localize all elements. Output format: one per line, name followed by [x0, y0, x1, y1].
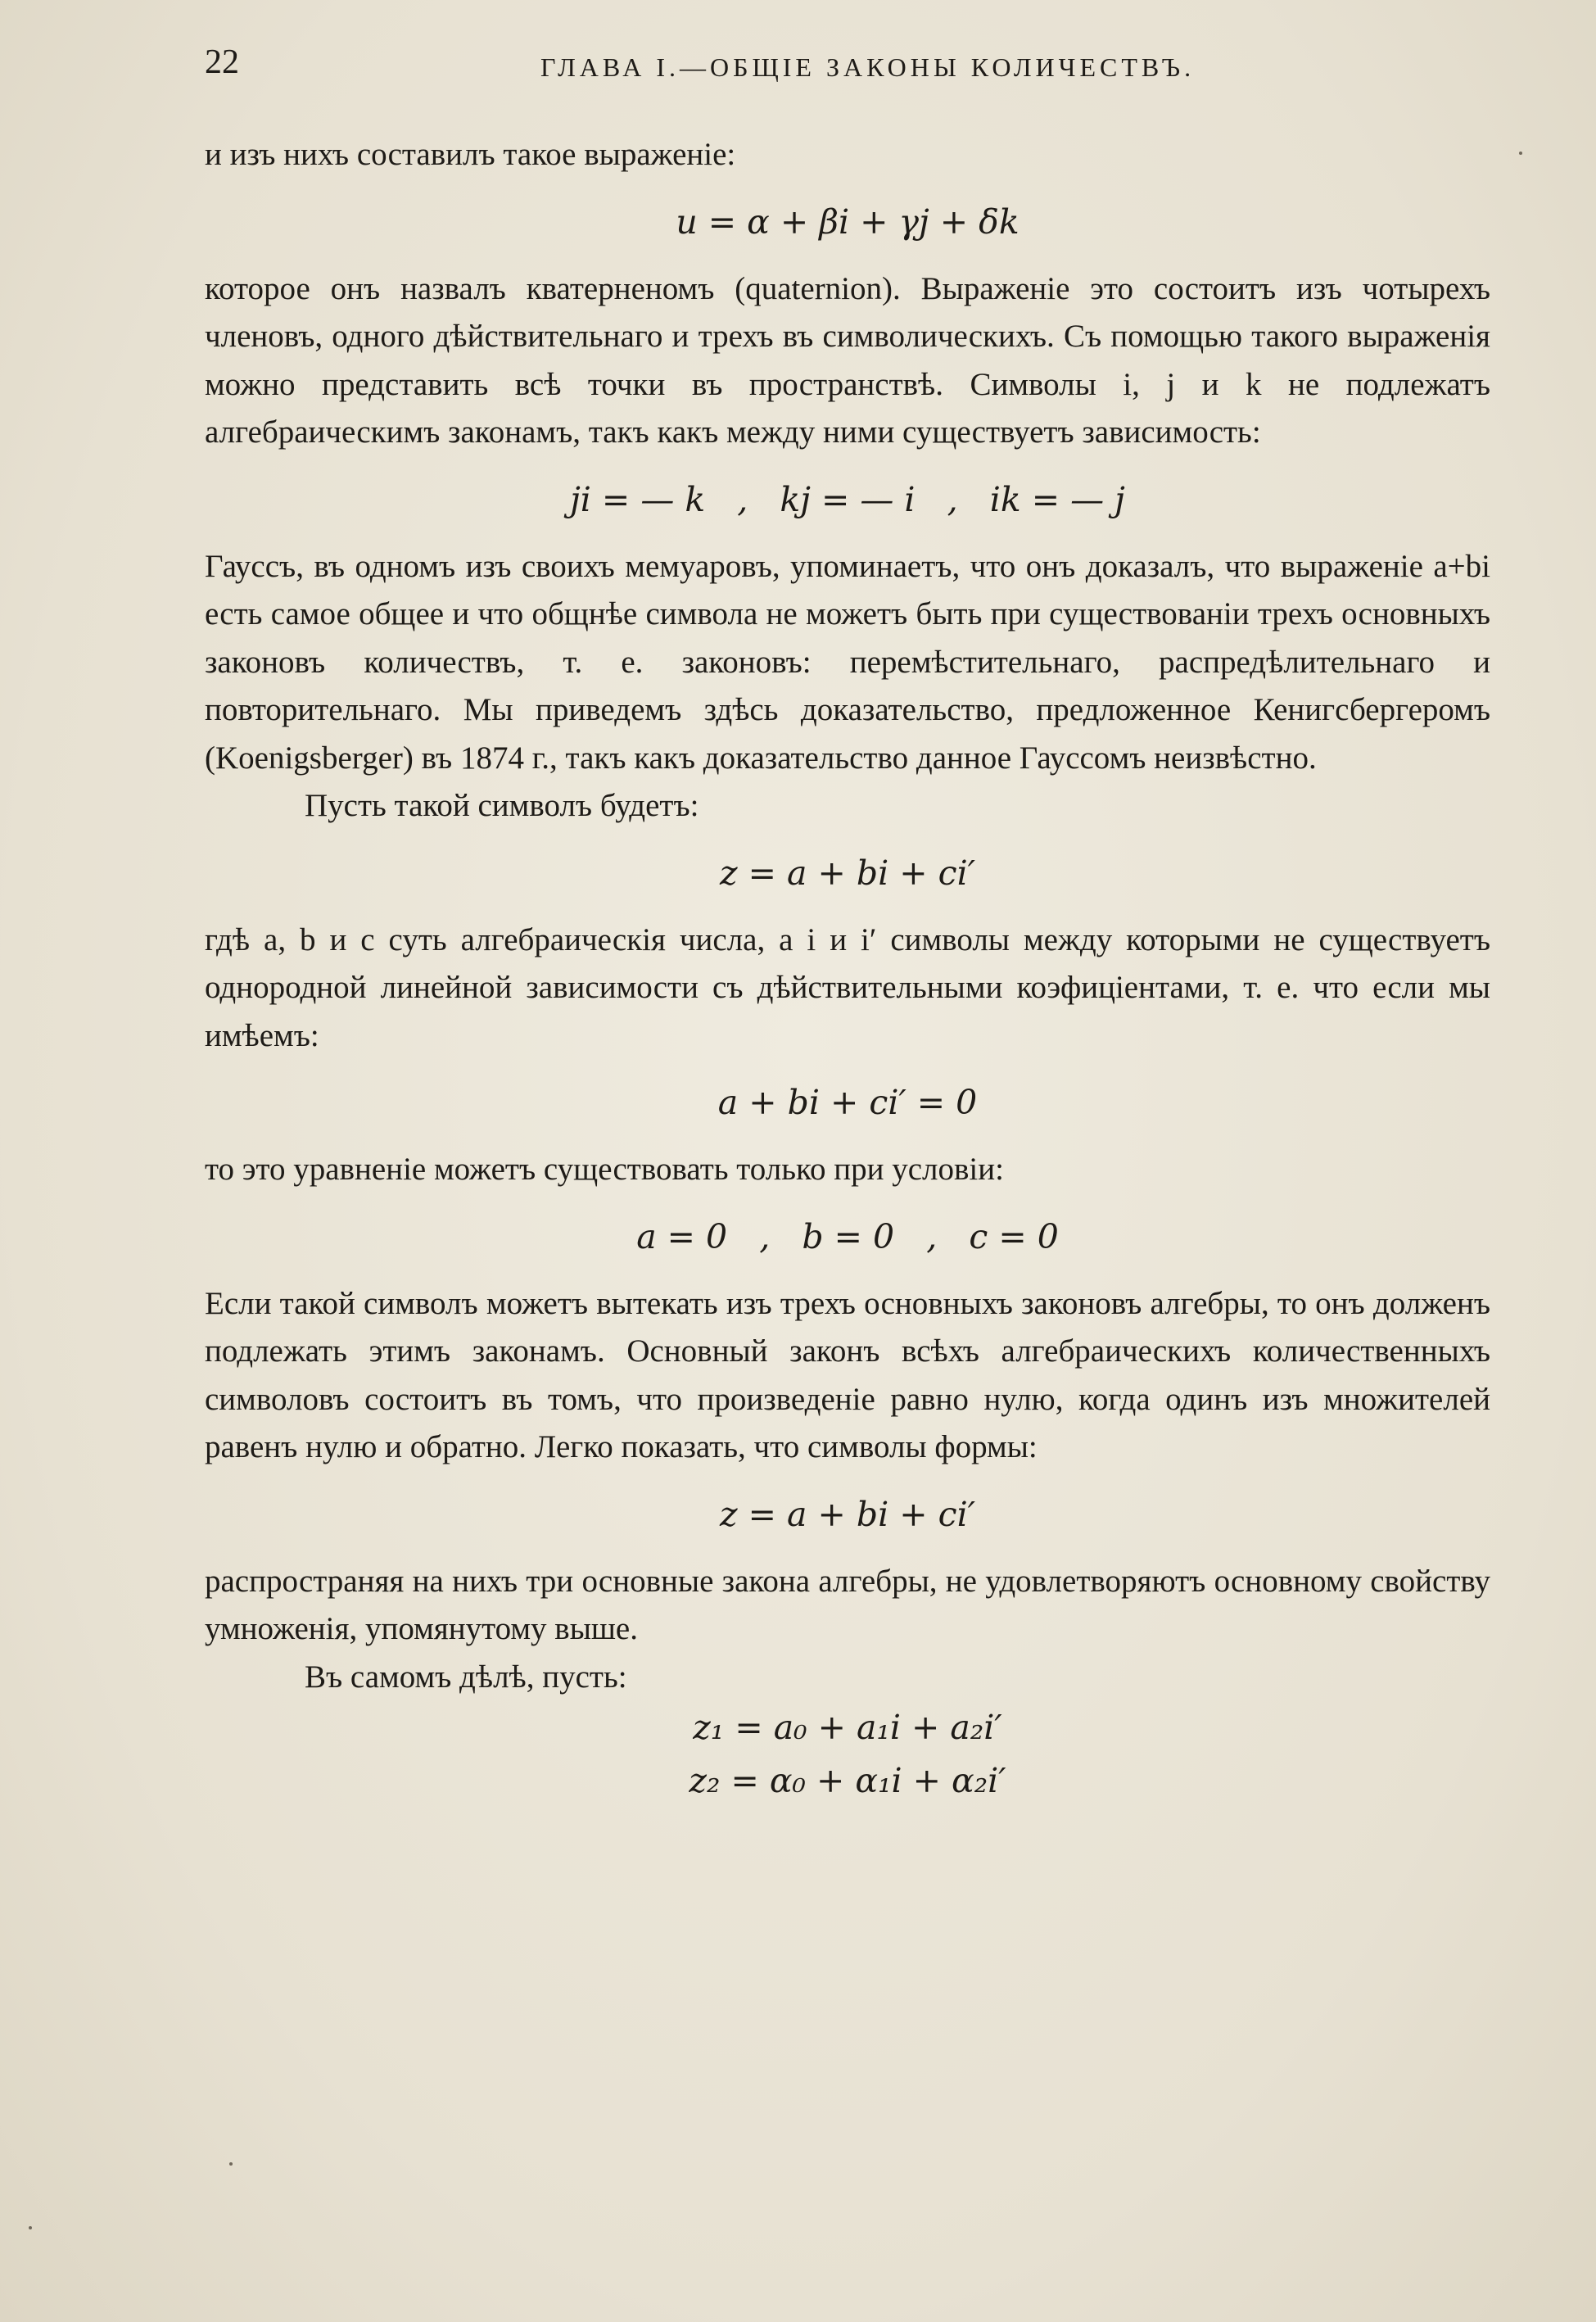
formula-symbol-z: z = a + bi + ci′ — [719, 853, 976, 893]
paper-speck — [1519, 152, 1522, 155]
body-text — [205, 131, 1490, 1808]
paragraph: распространяя на нихъ три основные закона алгебры, не удовлетворяютъ основному свойству умноженія, упомянутому выше. — [205, 1563, 1490, 1646]
paragraph: Гауссъ, въ одномъ изъ своихъ мемуаровъ, упоминаетъ, что онъ доказалъ, что выраженіе a+bi есть самое общее и что общнѣе символа не можетъ быть при существованіи трехъ основныхъ законовъ количествъ, т. е. законовъ: перемѣстительнаго, распредѣлительнаго и повторительнаго. Мы приведемъ здѣсь доказательство, предложенное Кенигсбергеромъ (Koenigsberger) въ 1874 г., такъ какъ доказательство данное Гауссомъ неизвѣстно. — [205, 548, 1490, 776]
paper-speck — [229, 2162, 233, 2166]
paragraph: то это уравненіе можетъ существовать только при условіи: — [205, 1152, 1004, 1187]
paragraph: Въ самомъ дѣлѣ, пусть: — [305, 1659, 627, 1695]
formula-linear-dependence: a + bi + ci′ = 0 — [717, 1083, 978, 1122]
formula-zero-conditions: a = 0 , b = 0 , c = 0 — [636, 1216, 1059, 1256]
formula-z2: z₂ = α₀ + α₁i + α₂i′ — [689, 1761, 1006, 1800]
page-number: 22 — [205, 43, 239, 81]
formula-ijk-relations: ji = — k , kj = — i , ik = — j — [570, 479, 1125, 519]
formula-z1: z₁ = a₀ + a₁i + a₂i′ — [693, 1708, 1002, 1747]
paragraph: гдѣ a, b и c суть алгебраическія числа, a i и i′ символы между которыми не существуетъ однородной линейной зависимости съ дѣйствительными коэфиціентами, т. е. что если мы имѣемъ: — [205, 921, 1490, 1053]
paragraph: Если такой символъ можетъ вытекать изъ трехъ основныхъ законовъ алгебры, то онъ долженъ подлежать этимъ законамъ. Основный законъ всѣхъ алгебраическихъ количественныхъ символовъ состоитъ въ томъ, что произведеніе равно нулю, когда одинъ изъ множителей равенъ нулю и обратно. Легко показать, что символы формы: — [205, 1285, 1490, 1464]
formula-quaternion: u = α + βi + γj + δk — [676, 201, 1020, 242]
chapter-title: ГЛАВА I.—ОБЩІЕ ЗАКОНЫ КОЛИЧЕСТВЪ. — [540, 52, 1196, 82]
formula-symbol-z: z = a + bi + ci′ — [719, 1494, 976, 1534]
running-head — [205, 43, 1496, 92]
paragraph: и изъ нихъ составилъ такое выраженіе: — [205, 137, 736, 172]
paragraph: которое онъ назвалъ кватерненомъ (quaternion). Выраженіе это состоитъ изъ чотырехъ членовъ, одного дѣйствительнаго и трехъ въ символическихъ. Съ помощью такого выраженія можно представить всѣ точки въ пространствѣ. Символы i, j и k не подлежатъ алгебраическимъ законамъ, такъ какъ между ними существуетъ зависимость: — [205, 270, 1490, 450]
paragraph: Пусть такой символъ будетъ: — [305, 788, 699, 823]
paper-speck — [29, 2226, 32, 2229]
